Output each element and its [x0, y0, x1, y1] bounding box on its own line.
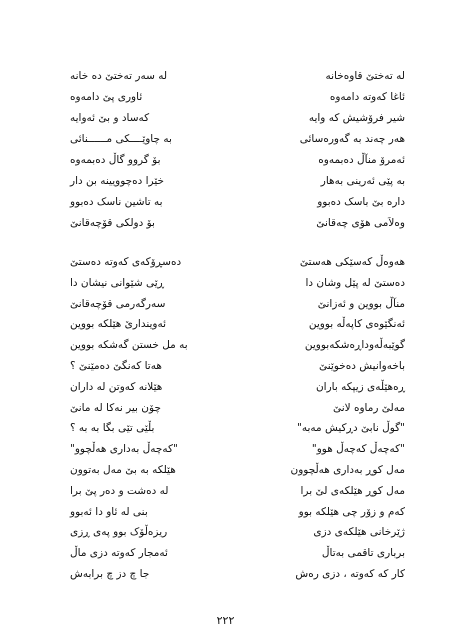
left-hemistich: چۆن بیر نەکا لە مانێ: [70, 401, 161, 414]
poem-line: [70, 522, 405, 543]
right-hemistich: منآڵ بووین و ئەزانێ: [317, 297, 405, 310]
right-hemistich: ژێرخانی هێلکەی دزی: [313, 526, 405, 539]
right-hemistich: بە پێی ئەرینی بەهار: [320, 175, 405, 187]
right-hemistich: کەم و زۆر چی هێلکە بوو: [298, 505, 405, 518]
right-hemistich: ئاغا کەوتە دامەوە: [329, 91, 405, 103]
right-hemistich: هەوەڵ کەسێکی هەستێ: [299, 256, 405, 268]
poem-line: [70, 564, 405, 585]
left-hemistich: "کەچەڵ بەداری هەڵچوو": [70, 443, 178, 456]
poem-line: [70, 356, 405, 377]
poem-line: [70, 87, 405, 108]
left-hemistich: بە مل خستن گەشکە بووین: [70, 339, 188, 352]
right-hemistich: برباری تاقمی بەتاڵ: [321, 547, 405, 560]
left-hemistich: لە دەشت و دەر پێ برا: [70, 484, 169, 497]
right-hemistich: له تەختێ قاوەخانە: [325, 70, 405, 82]
poem-line: [70, 418, 405, 439]
page-number: ٢٢٢: [216, 614, 235, 627]
poem-line: [70, 502, 405, 523]
poem-line: [70, 66, 405, 87]
poem-line: [70, 213, 405, 234]
poem-line: [70, 377, 405, 398]
poem-line: [70, 481, 405, 502]
poem-line: [70, 314, 405, 335]
right-hemistich: ئەنگێوەی کاپەڵە بووین: [308, 318, 405, 331]
left-hemistich: بڵێی تێی بگا بە بە ؟: [70, 422, 155, 435]
left-hemistich: سەرگەرمی قۆچەقانێ: [70, 297, 166, 310]
right-hemistich: دارە بێ باسک دەبوو: [317, 196, 405, 208]
left-hemistich: ئەمجار کەوتە دزی ماڵ: [70, 547, 168, 560]
poem-line: [70, 252, 405, 273]
poem-line: [70, 398, 405, 419]
left-hemistich: هێلکە بە بێ مەل بەتوون: [70, 463, 176, 476]
left-hemistich: دەسڕۆکەی کەوتە دەستێ: [70, 256, 182, 268]
left-hemistich: ئاوری پێ دامەوە: [70, 91, 143, 103]
poem-line: [70, 129, 405, 150]
left-hemistich: ئەویندارێ هێلکە بووین: [70, 318, 167, 331]
poem-line: [70, 192, 405, 213]
right-hemistich: ئەمرۆ منآڵ دەبمەوە: [318, 154, 405, 166]
left-hemistich: جا چ دز چ برابەش: [70, 567, 150, 580]
right-hemistich: کار کە کەوتە ، دزی رەش: [295, 567, 405, 580]
left-hemistich: بۆ گروو گاڵ دەبمەوە: [70, 154, 161, 166]
left-hemistich: بە تاشین ناسک دەبوو: [70, 196, 163, 208]
right-hemistich: مەل کوڕ هێلکەی لێ برا: [300, 484, 405, 497]
right-hemistich: شیر فرۆشیش کە وایە: [308, 112, 405, 124]
right-hemistich: دەستێ لە پێل وشان دا: [305, 276, 405, 289]
poem-line: [70, 273, 405, 294]
right-hemistich: "کەچەڵ کەچەڵ هوو": [311, 443, 405, 456]
left-hemistich: لە سەر تەختێ دە خانە: [70, 70, 168, 82]
left-hemistich: کەساد و بێ ئەوایە: [70, 112, 150, 124]
right-hemistich: ڕەهێڵەی زیپکە باران: [315, 380, 405, 393]
right-hemistich: مەل کوڕ بەداری هەڵچوون: [290, 463, 405, 476]
left-hemistich: بنی لە ئاو دا ئەبوو: [70, 505, 148, 518]
right-hemistich: وەلاَمی هۆی چەقانێ: [316, 217, 405, 229]
poem-line: [70, 460, 405, 481]
right-hemistich: گوێبەڵەوداڕەشکەبووین: [304, 339, 405, 352]
left-hemistich: خێرا دەچوویینە بن دار: [70, 175, 165, 187]
poem-stanza-1: [70, 66, 405, 234]
right-hemistich: هەر چەند بە گەورەسائی: [299, 133, 405, 145]
poem-line: [70, 439, 405, 460]
right-hemistich: مەلێ رماوە لانێ: [332, 401, 405, 414]
left-hemistich: بۆ دولکی قۆچەقانێ: [70, 217, 155, 229]
left-hemistich: ڕێی شێوانی نیشان دا: [70, 276, 165, 289]
poem-line: [70, 543, 405, 564]
right-hemistich: "گوڵ نابێ دڕکیش مەبە": [297, 422, 405, 435]
poem-line: [70, 150, 405, 171]
poem-line: [70, 171, 405, 192]
poem-line: [70, 335, 405, 356]
left-hemistich: ریزەڵۆک بوو پەی ڕزی: [70, 526, 168, 539]
left-hemistich: بە چاوێــــکی مــــــنائی: [70, 133, 172, 145]
poem-stanza-2: [70, 252, 405, 585]
right-hemistich: باخەوانیش دەخوێنێ: [319, 359, 405, 372]
poem-line: [70, 108, 405, 129]
left-hemistich: هەتا کەنگێ دەمێنێ ؟: [70, 359, 162, 372]
left-hemistich: هێلانە کەوتن لە داران: [70, 380, 163, 393]
poem-line: [70, 294, 405, 315]
